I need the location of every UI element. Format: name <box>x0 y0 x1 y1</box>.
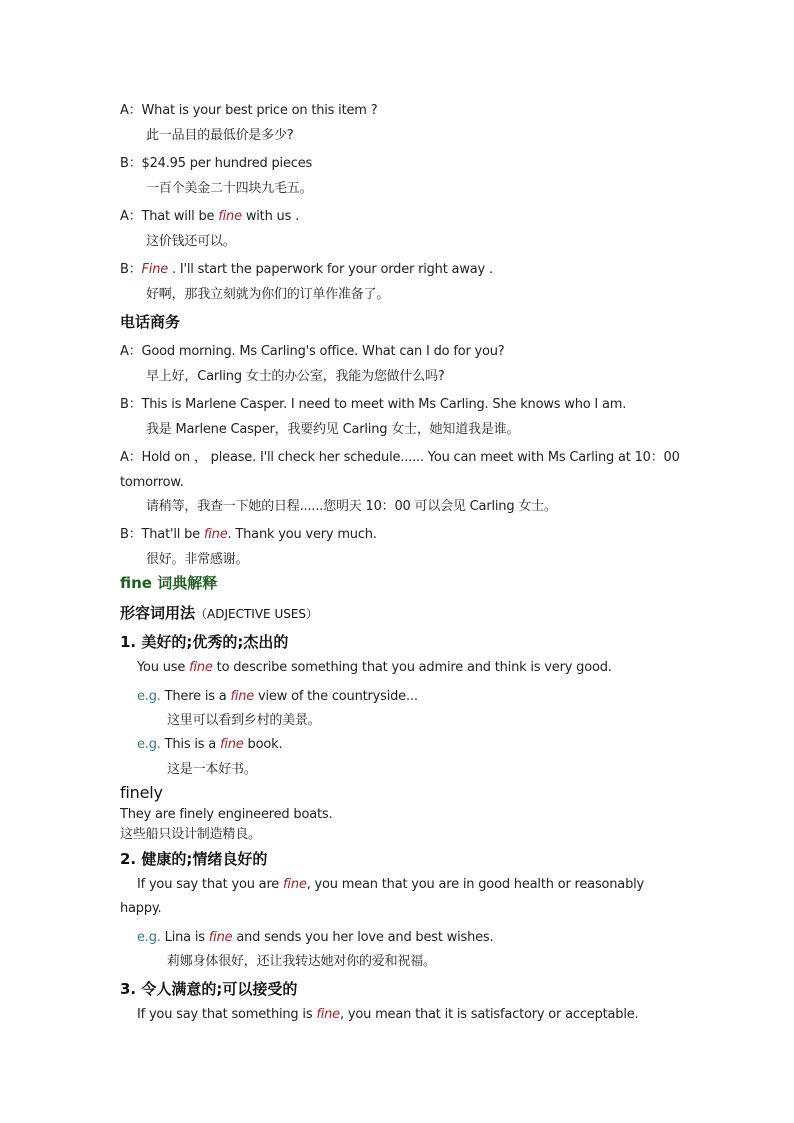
text-span: . Thank you very much. <box>227 527 377 542</box>
dialog1-zh-4: 好啊，那我立刻就为你们的订单作准备了。 <box>146 287 390 302</box>
text-span: （ADJECTIVE USES） <box>195 607 319 621</box>
text-span: and sends you her love and best wishes. <box>232 930 494 945</box>
dialog1-line-4 <box>120 261 493 279</box>
dialog2-zh-1: 早上好，Carling 女士的办公室，我能为您做什么吗? <box>146 369 445 384</box>
text-span: B： <box>120 397 142 412</box>
text-span: with us . <box>241 209 300 224</box>
dialog2-line-1 <box>120 343 505 361</box>
keyword-fine: fine <box>189 660 213 675</box>
sense-3-title: 3. 令人满意的;可以接受的 <box>120 980 298 998</box>
keyword-fine: fine <box>203 527 228 542</box>
dialog2-line-3 <box>120 449 680 467</box>
text-span: A： <box>120 103 142 118</box>
dialog2-line-3-cont: tomorrow. <box>120 475 184 490</box>
text-span: e.g. <box>137 930 165 945</box>
sense-1-title: 1. 美好的;优秀的;杰出的 <box>120 633 289 651</box>
sense-1-example-1-zh: 这里可以看到乡村的美景。 <box>167 713 321 728</box>
dialog1-line-3 <box>120 208 299 226</box>
keyword-fine: Fine <box>141 262 169 277</box>
dialog1-zh-2: 一百个美金二十四块九毛五。 <box>146 181 313 196</box>
text-span: , you mean that it is satisfactory or acceptable. <box>339 1007 639 1022</box>
text-span: If you say that you are <box>137 877 284 892</box>
sense-1-definition <box>137 659 612 677</box>
keyword-fine: fine <box>218 209 242 224</box>
sense-2-example-1-zh: 莉娜身体很好，还让我转达她对你的爱和祝福。 <box>167 954 436 969</box>
sense-2-definition <box>137 876 644 894</box>
sense-1-example-1 <box>137 688 418 706</box>
text-span: A： <box>120 344 142 359</box>
text-span: . I'll start the paperwork for your order right away . <box>168 262 493 277</box>
finely-example: They are finely engineered boats. <box>120 807 333 822</box>
text-span: This is a <box>164 737 220 752</box>
sense-2-definition-cont: happy. <box>120 901 162 916</box>
text-span: If you say that something is <box>137 1007 317 1022</box>
dialog2-zh-4: 很好。非常感谢。 <box>146 552 249 567</box>
adjective-uses-heading <box>120 604 318 623</box>
keyword-fine: fine <box>230 689 255 704</box>
text-span: , you mean that you are in good health or reasonably <box>306 877 645 892</box>
dictionary-heading: fine 词典解释 <box>120 574 218 592</box>
text-span: Lina is <box>164 930 209 945</box>
dialog1-line-1 <box>120 102 377 120</box>
text-span: A： <box>120 450 142 465</box>
dialog1-line-2 <box>120 155 312 173</box>
dialog1-zh-3: 这价钱还可以。 <box>146 234 236 249</box>
text-span: There is a <box>164 689 231 704</box>
text-span: 形容词用法 <box>120 604 196 622</box>
sense-2-title: 2. 健康的;情绪良好的 <box>120 850 268 868</box>
keyword-fine: fine <box>208 930 233 945</box>
text-span: Hold on ， please. I'll check her schedule...... You can meet with Ms Carling at 10：00 <box>141 450 680 465</box>
text-span: Good morning. Ms Carling's office. What can I do for you? <box>141 344 505 359</box>
sense-1-example-2-zh: 这是一本好书。 <box>167 762 257 777</box>
text-span: What is your best price on this item ? <box>141 103 378 118</box>
text-span: $24.95 per hundred pieces <box>141 156 313 171</box>
text-span: to describe something that you admire and think is very good. <box>212 660 612 675</box>
keyword-fine: fine <box>219 737 244 752</box>
keyword-fine: fine <box>316 1007 340 1022</box>
dialog2-zh-3: 请稍等，我查一下她的日程......您明天 10：00 可以会见 Carling 女士。 <box>146 499 557 514</box>
sense-1-example-2 <box>137 736 282 754</box>
sense-2-example-1 <box>137 929 493 947</box>
finely-heading: finely <box>120 783 163 802</box>
keyword-fine: fine <box>283 877 307 892</box>
dialog2-zh-2: 我是 Marlene Casper，我要约见 Carling 女士，她知道我是谁。 <box>146 422 520 437</box>
text-span: That'll be <box>141 527 204 542</box>
finely-example-zh: 这些船只设计制造精良。 <box>120 827 261 842</box>
text-span: B： <box>120 262 142 277</box>
dialog1-zh-1: 此一品目的最低价是多少? <box>146 128 294 143</box>
sense-3-definition <box>137 1006 639 1024</box>
text-span: This is Marlene Casper. I need to meet with Ms Carling. She knows who I am. <box>141 397 627 412</box>
text-span: You use <box>137 660 190 675</box>
text-span: B： <box>120 527 142 542</box>
section-heading-phone: 电话商务 <box>120 313 181 331</box>
text-span: A： <box>120 209 142 224</box>
text-span: That will be <box>141 209 219 224</box>
dialog2-line-4 <box>120 526 377 544</box>
text-span: view of the countryside... <box>254 689 418 704</box>
text-span: book. <box>243 737 283 752</box>
text-span: e.g. <box>137 689 165 704</box>
dialog2-line-2 <box>120 396 626 414</box>
text-span: e.g. <box>137 737 165 752</box>
text-span: B： <box>120 156 142 171</box>
